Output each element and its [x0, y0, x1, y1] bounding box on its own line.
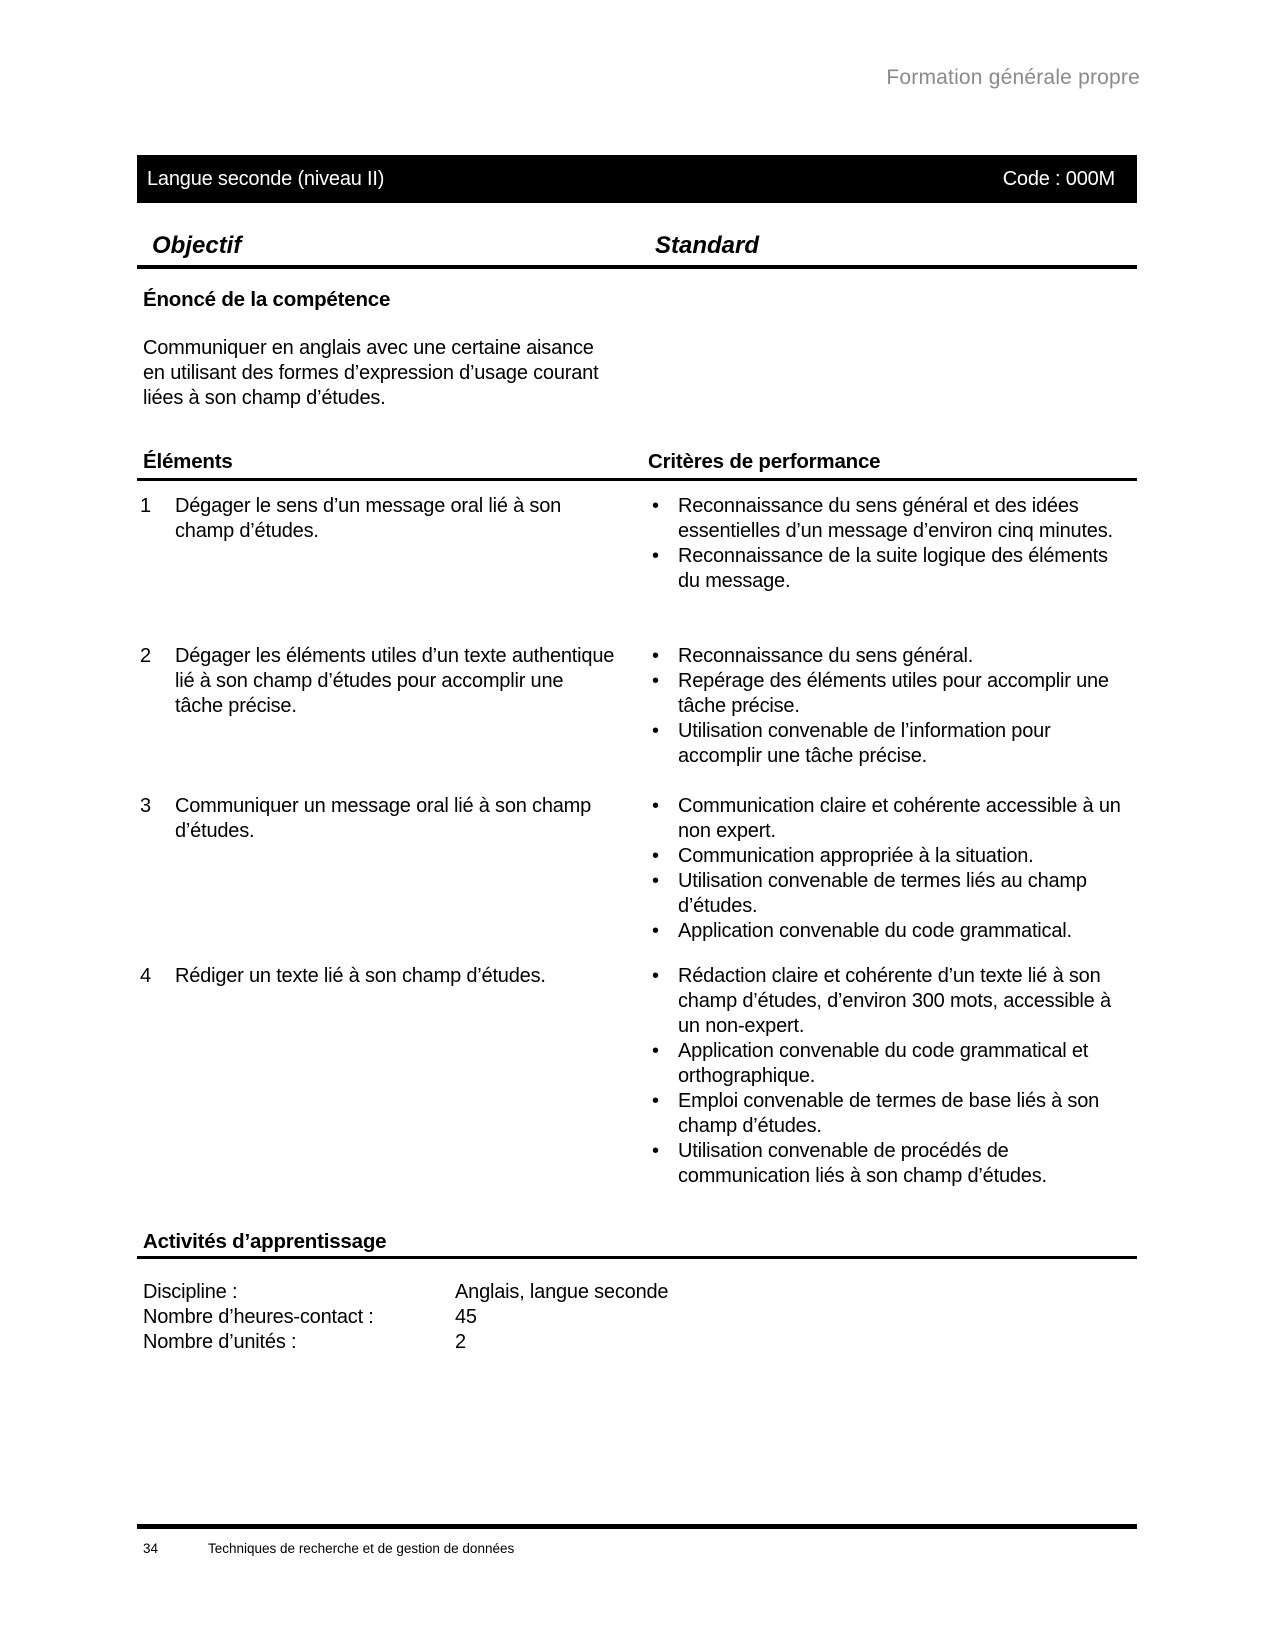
info-value: 2 [455, 1331, 466, 1353]
info-row-heures [143, 1305, 477, 1330]
criterion-text: Reconnaissance du sens général. [678, 645, 974, 667]
activites-heading: Activités d’apprentissage [143, 1230, 387, 1253]
criteria-group-2 [652, 644, 1122, 769]
criteria-group-4 [652, 964, 1122, 1189]
course-title: Langue seconde (niveau II) [147, 167, 385, 190]
criterion [652, 644, 1122, 669]
criterion-text: Rédaction claire et cohérente d’un texte lié à son champ d’études, d’environ 300 mots, accessible à un non-expert. [678, 965, 1111, 1037]
criterion-text: Utilisation convenable de l’information pour accomplir une tâche précise. [678, 720, 1051, 767]
info-value: 45 [455, 1306, 477, 1328]
element-number: 4 [140, 965, 151, 987]
bullet-icon: • [652, 1090, 659, 1112]
course-title-bar [137, 155, 1137, 203]
criteres-heading: Critères de performance [648, 450, 881, 473]
divider-rule [137, 1256, 1137, 1259]
enonce-body: Communiquer en anglais avec une certaine aisance en utilisant des formes d’expression d’usage courant liées à son champ d’études. [143, 337, 599, 409]
element-text: Dégager le sens d’un message oral lié à son champ d’études. [175, 495, 562, 542]
criterion-text: Application convenable du code grammatical. [678, 920, 1072, 942]
divider-rule [137, 265, 1137, 269]
info-label: Discipline : [143, 1281, 238, 1303]
divider-rule [137, 478, 1137, 481]
footer-rule [137, 1524, 1137, 1529]
info-value: Anglais, langue seconde [455, 1281, 669, 1303]
bullet-icon: • [652, 845, 659, 867]
objectif-heading: Objectif [152, 232, 242, 259]
criteria-group-1 [652, 494, 1122, 594]
element-item-3 [140, 794, 622, 844]
elements-heading: Éléments [143, 450, 233, 473]
element-number: 2 [140, 645, 151, 667]
info-row-discipline [143, 1280, 668, 1305]
criterion [652, 844, 1122, 869]
criterion [652, 919, 1122, 944]
element-text: Dégager les éléments utiles d’un texte authentique lié à son champ d’études pour accomplir une tâche précise. [175, 645, 615, 717]
info-label: Nombre d’heures-contact : [143, 1306, 374, 1328]
criterion-text: Communication appropriée à la situation. [678, 845, 1034, 867]
element-item-4 [140, 964, 622, 989]
criterion [652, 869, 1122, 919]
criterion-text: Utilisation convenable de procédés de communication liés à son champ d’études. [678, 1140, 1047, 1187]
criterion [652, 719, 1122, 769]
element-text: Rédiger un texte lié à son champ d’études. [175, 965, 546, 987]
criterion [652, 1089, 1122, 1139]
info-label: Nombre d’unités : [143, 1331, 297, 1353]
footer-doc-title: Techniques de recherche et de gestion de données [208, 1541, 515, 1556]
criterion-text: Utilisation convenable de termes liés au champ d’études. [678, 870, 1087, 917]
bullet-icon: • [652, 1140, 659, 1162]
element-text: Communiquer un message oral lié à son champ d’études. [175, 795, 592, 842]
bullet-icon: • [652, 965, 659, 987]
bullet-icon: • [652, 920, 659, 942]
bullet-icon: • [652, 495, 659, 517]
bullet-icon: • [652, 795, 659, 817]
bullet-icon: • [652, 1040, 659, 1062]
criterion-text: Communication claire et cohérente accessible à un non expert. [678, 795, 1121, 842]
criterion [652, 669, 1122, 719]
bullet-icon: • [652, 720, 659, 742]
element-number: 1 [140, 495, 151, 517]
bullet-icon: • [652, 645, 659, 667]
criterion [652, 1139, 1122, 1189]
criterion [652, 494, 1122, 544]
criterion-text: Reconnaissance du sens général et des idées essentielles d’un message d’environ cinq minutes. [678, 495, 1113, 542]
criterion [652, 794, 1122, 844]
element-item-2 [140, 644, 622, 719]
course-code: Code : 000M [1002, 167, 1115, 190]
criteria-group-3 [652, 794, 1122, 944]
element-item-1 [140, 494, 622, 544]
criterion-text: Application convenable du code grammatical et orthographique. [678, 1040, 1089, 1087]
criterion-text: Reconnaissance de la suite logique des éléments du message. [678, 545, 1108, 592]
enonce-heading: Énoncé de la compétence [143, 288, 391, 311]
element-number: 3 [140, 795, 151, 817]
criterion [652, 544, 1122, 594]
running-header: Formation générale propre [886, 66, 1140, 89]
criterion [652, 964, 1122, 1039]
criterion [652, 1039, 1122, 1089]
criterion-text: Emploi convenable de termes de base liés à son champ d’études. [678, 1090, 1100, 1137]
bullet-icon: • [652, 545, 659, 567]
info-row-unites [143, 1330, 466, 1355]
standard-heading: Standard [655, 232, 760, 259]
page-number: 34 [143, 1541, 159, 1556]
bullet-icon: • [652, 870, 659, 892]
criterion-text: Repérage des éléments utiles pour accomplir une tâche précise. [678, 670, 1109, 717]
bullet-icon: • [652, 670, 659, 692]
